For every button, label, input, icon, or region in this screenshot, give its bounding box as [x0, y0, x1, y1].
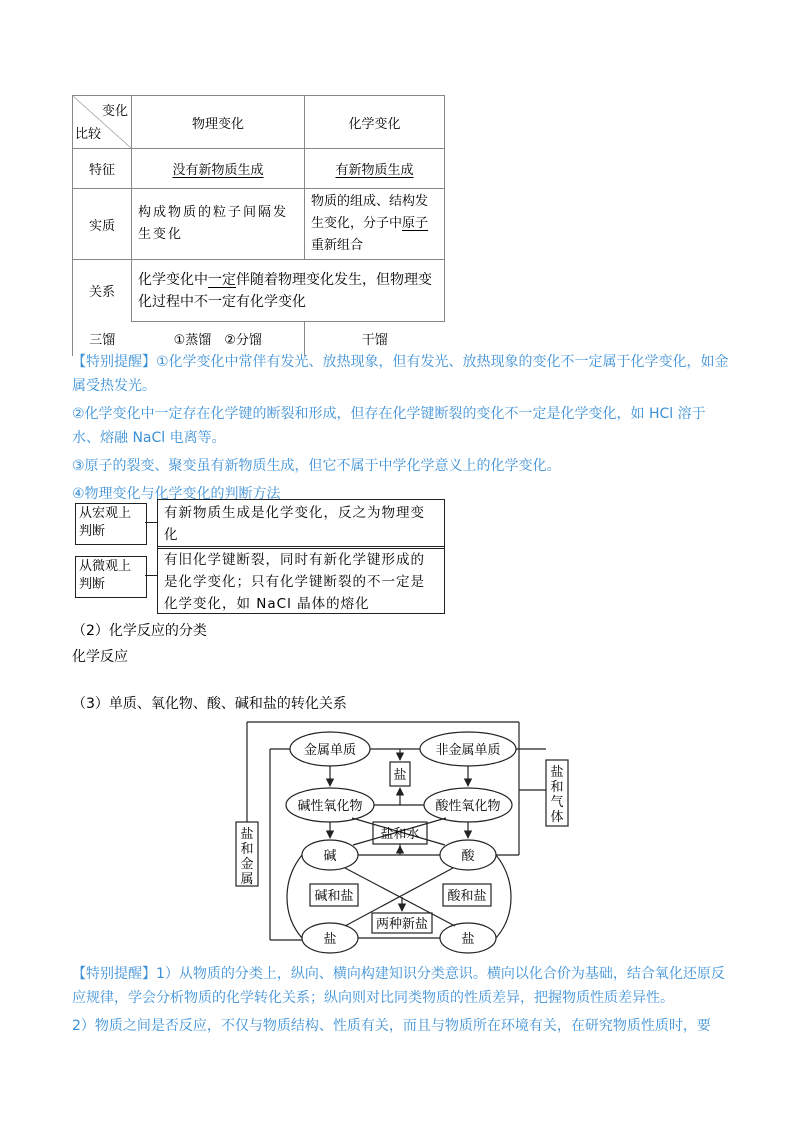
right-box-char-4: 体 — [550, 810, 564, 825]
macro-text-box: 有新物质生成是化学变化，反之为物理变化 — [157, 499, 445, 549]
row-label-essence: 实质 — [73, 189, 132, 260]
label-acid: 酸 — [461, 849, 475, 864]
right-box-char-1: 盐 — [550, 765, 564, 780]
left-box-char-2: 和 — [240, 842, 254, 857]
distill-chemical: 干馏 — [305, 322, 445, 356]
label-basic-oxide: 碱性氧化物 — [297, 799, 363, 814]
essence-underline: 原子 — [402, 216, 429, 231]
label-nonmetal: 非金属单质 — [435, 743, 501, 758]
feature-chemical: 有新物质生成 — [335, 163, 414, 178]
corner-bottom-label: 比较 — [75, 127, 102, 142]
macro-label-box: 从宏观上判断 — [75, 503, 147, 545]
row-label-feature: 特征 — [73, 149, 132, 189]
row-label-relation: 关系 — [73, 260, 132, 322]
label-base: 碱 — [323, 849, 337, 864]
label-metal: 金属单质 — [303, 743, 357, 758]
row-label-distill: 三馏 — [73, 322, 132, 356]
header-physical: 物理变化 — [132, 96, 305, 149]
essence-physical: 构成物质的粒子间隔发生变化 — [132, 189, 305, 260]
relation-text: 化学变化中一定伴随着物理变化发生，但物理变化过程中不一定有化学变化 — [132, 260, 445, 322]
header-chemical: 化学变化 — [305, 96, 445, 149]
left-box-char-1: 盐 — [240, 827, 254, 842]
tip1-line3: ③原子的裂变、聚变虽有新物质生成，但它不属于中学化学意义上的化学变化。 — [72, 458, 561, 474]
label-salt-left: 盐 — [323, 932, 337, 947]
right-box-char-3: 气 — [550, 795, 564, 810]
feature-physical: 没有新物质生成 — [172, 163, 264, 178]
label-salt-top: 盐 — [393, 768, 407, 783]
tip1-line2: ②化学变化中一定存在化学键的断裂和形成，但存在化学键断裂的变化不一定是化学变化，如 HCl 溶于水、熔融 NaCl 电离等。 — [72, 406, 706, 446]
left-box-char-3: 金 — [240, 857, 254, 872]
label-acid-salt: 酸和盐 — [447, 889, 487, 904]
distill-physical: ①蒸馏 ②分馏 — [173, 333, 262, 349]
tip2-line2: 2）物质之间是否反应，不仅与物质结构、性质有关，而且与物质所在环境有关，在研究物质性质时，要 — [72, 1018, 711, 1034]
tip2-line1: 【特别提醒】1）从物质的分类上，纵向、横向构建知识分类意识。横向以化合价为基础，结合氧化还原反应规律，学会分析物质的化学转化关系；纵向则对比同类物质的性质差异，把握物质性质差异性。 — [72, 966, 725, 1006]
section3-title: （3）单质、氧化物、酸、碱和盐的转化关系 — [72, 696, 347, 712]
tip1-line1: 【特别提醒】①化学变化中常伴有发光、放热现象，但有发光、放热现象的变化不一定属于化学变化，如金属受热发光。 — [72, 354, 729, 394]
micro-label-box: 从微观上判断 — [75, 556, 147, 598]
tips-block-2 — [72, 962, 732, 1038]
label-two-salts: 两种新盐 — [375, 917, 429, 932]
tip1-line4: ④物理变化与化学变化的判断方法 — [72, 486, 281, 502]
section2-title: （2）化学反应的分类 — [72, 623, 207, 639]
label-salt-water: 盐和水 — [380, 827, 420, 842]
essence-chemical: 物质的组成、结构发生变化，分子中原子重新组合 — [305, 189, 445, 260]
label-acidic-oxide: 酸性氧化物 — [435, 799, 501, 814]
right-box-char-2: 和 — [550, 780, 564, 795]
section2-sub: 化学反应 — [72, 649, 128, 665]
corner-top-label: 变化 — [101, 104, 128, 119]
micro-text-box: 有旧化学键断裂，同时有新化学键形成的是化学变化；只有化学键断裂的不一定是化学变化，如 NaCl 晶体的熔化 — [157, 546, 445, 614]
label-base-salt: 碱和盐 — [314, 889, 354, 904]
label-salt-right: 盐 — [461, 932, 475, 947]
left-box-char-4: 属 — [240, 872, 254, 887]
